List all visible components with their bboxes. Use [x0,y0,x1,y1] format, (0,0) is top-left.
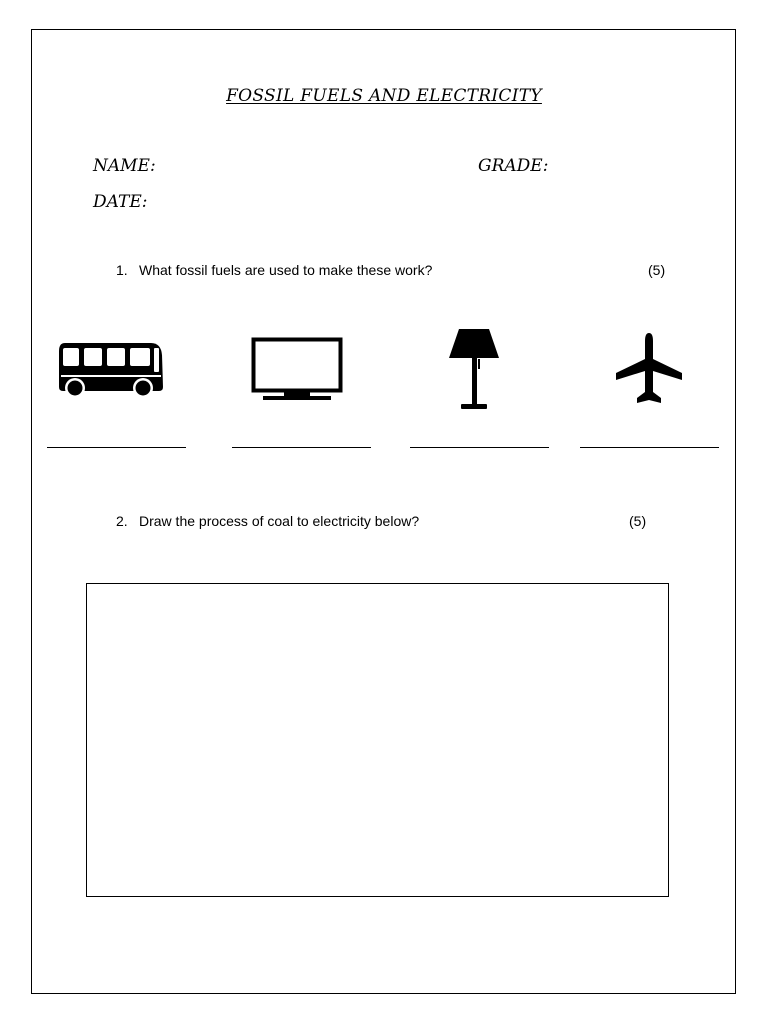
question-2-marks: (5) [629,513,647,529]
date-label: DATE: [93,192,148,212]
question-1-number: 1. [116,262,128,278]
question-2-text: Draw the process of coal to electricity below? [139,513,420,529]
answer-line-lamp[interactable] [410,447,549,448]
grade-label: GRADE: [478,156,549,176]
television-icon [251,337,343,403]
question-2-number: 2. [116,513,128,529]
question-2 [116,513,419,529]
name-label: NAME: [93,156,156,176]
floor-lamp-icon [448,328,500,410]
worksheet-title: FOSSIL FUELS AND ELECTRICITY [226,86,542,106]
answer-line-airplane[interactable] [580,447,719,448]
answer-line-bus[interactable] [47,447,186,448]
question-1-text: What fossil fuels are used to make these work? [139,262,433,278]
answer-line-television[interactable] [232,447,371,448]
airplane-icon [613,331,685,407]
question-1 [116,262,432,278]
question-1-marks: (5) [648,262,666,278]
bus-icon [57,341,165,399]
drawing-box[interactable] [86,583,669,897]
